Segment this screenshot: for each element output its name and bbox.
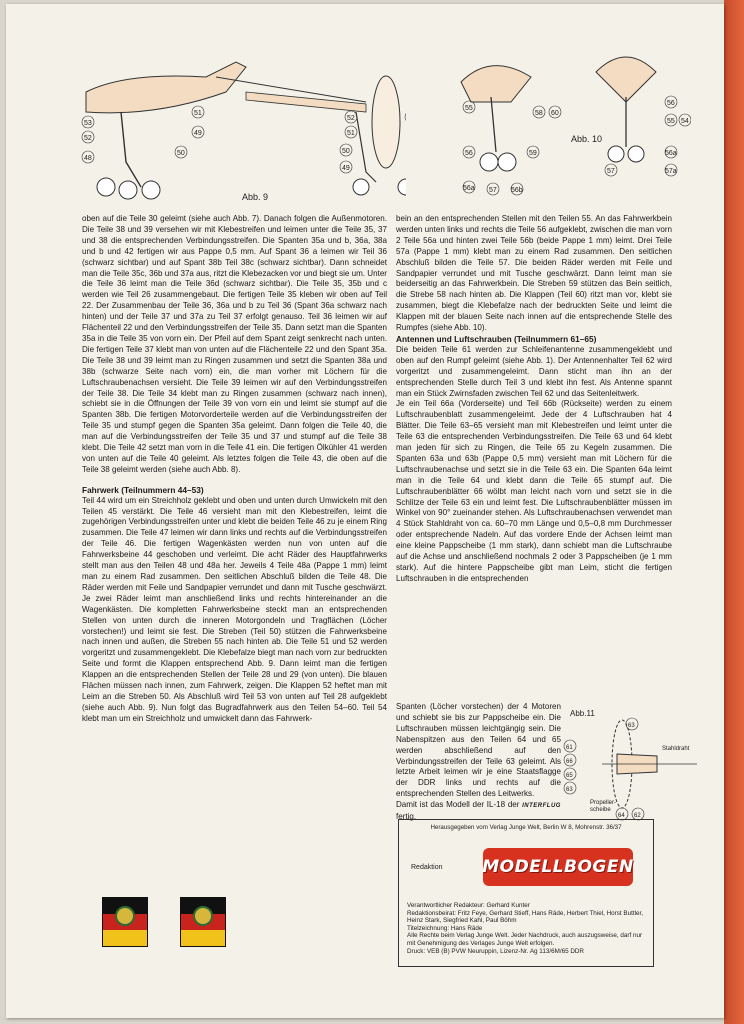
imprint-details <box>407 902 651 955</box>
svg-text:56: 56 <box>667 100 675 107</box>
svg-text:60: 60 <box>551 110 559 117</box>
figure-abb11 <box>562 704 702 824</box>
svg-text:63: 63 <box>566 787 573 793</box>
imprint-line: Druck: VEB (B) PVW Neuruppin, Lizenz-Nr. Ag 113/6M/65 DDR <box>407 947 584 955</box>
right-text-tail <box>396 702 561 823</box>
svg-text:62: 62 <box>634 813 641 819</box>
svg-text:51: 51 <box>347 130 355 137</box>
svg-text:58: 58 <box>535 110 543 117</box>
left-text-column <box>82 214 387 725</box>
abb10-caption: Abb. 10 <box>571 134 603 144</box>
svg-text:63: 63 <box>628 723 635 729</box>
logo-text: MODELLBOGEN <box>482 857 634 877</box>
abb9-caption: Abb. 9 <box>242 192 269 202</box>
svg-text:50: 50 <box>342 148 350 155</box>
svg-text:56a: 56a <box>665 150 677 157</box>
right-paragraph-4: Spanten (Löcher vorstechen) der 4 Motoren und schiebt sie bis zur Pappscheibe ein. Die Luftschrauben müssen leichtgängig sein. Die Nabenspitzen aus den Teilen 64 und 65 werden abschließend auf den Verbindungsstreifen der Teile 63 geleimt. Als letzte Arbeit leimen wir je eine Staatsflagge der DDR links und rechts auf die entsprechenden Stellen des Leitwerks. <box>396 702 561 799</box>
svg-text:55: 55 <box>667 118 675 125</box>
svg-text:51: 51 <box>194 110 202 117</box>
right-paragraph-2: Die beiden Teile 61 werden zur Schleifenantenne zusammengeklebt und oben auf den Rumpf geleimt (siehe Abb. 1). Der Antennenhalter Teil 62 wird vorgeritzt und zusammengeleimt. Dann sticht man ihn an der entsprechenden Stelle durch Teil 3 und klebt ihn fest. Als Antenne spannt man ein Stück Zwirnsfaden zwischen Teil 62 und das Seitenleitwerk. <box>396 344 672 398</box>
section-heading-antennen: Antennen und Luftschrauben (Teilnummern 61–65) <box>396 333 597 344</box>
svg-text:56: 56 <box>465 150 473 157</box>
svg-text:Stahldraht: Stahldraht <box>662 746 690 752</box>
state-emblem-icon <box>193 906 213 926</box>
gdr-flag-right <box>180 897 226 947</box>
left-paragraph-1: oben auf die Teile 30 geleimt (siehe auch Abb. 7). Danach folgen die Außenmotoren. Die Teile 38 und 39 versehen wir mit Klebestreifen und leimen unter die Teile 35, 37 und 38 die entsprechenden Verbindungsstreifen. Die Spanten 35a und b, 36a, 38a und b und 42 fertigen wir aus Pappe 0,5 mm. Auf Spant 36 a leimen wir Teil 36 (schwarz sichtbar) und auf Spant 38b Teil 38c (schwarz sichtbar). Dann schneidet man die Teile 35c, 36b und 37a aus, ritzt die Klebezacken vor und biegt sie um. Unter die Teile 36 leimt man die Teile 36d (schwarz sichtbar). Die Teile 35, 35b und c werden wie Teil 26 zusammengebaut. Die fertigen Teile 35 kleben wir oben auf Teil 22. Der Zusammenbau der Teile 36, 36a und b zu Teil 36 (Spant 36a schwarz nach hinten) und der Teile 37 und 37a zu Teil 37 erfolgt genauso. Teil 36 leimen wir auf Flächenteil 22 und den Verbindungsstreifen der Teile 35. Dann setzt man die Spanten 35a in die Teile 35 von vorn ein. Der Pfeil auf dem Spant zeigt senkrecht nach unten. Die fertigen Teile 37 klebt man von unten auf die Flächenteile 22 und den Spant 35a. Die Teile 38 und 39 leimt man zu Ringen zusammen und setzt die Spanten 38a und 38b (schwarze Seite nach vorn) ein, die man vorher mit Löchern für die Luftschraubenachsen versieht. Die Teile 39 leimen wir auf den Verbindungsstreifen der Teile 38. Die Teile 34 klebt man zu Ringen zusammen (schwarz nach innen), schiebt sie in die Öffnungen der Teile 39 von vorn ein und leimt sie stumpf auf die Spanten 38b. Die fertigen Motorvorderteile werden auf die Verbindungsstreifen der Teile 35 und stumpf gegen die Spanten 35a geleimt. Dann folgen die Teile 40, die man auf die Verbindungsstreifen der Teile 35 und 37 und stumpf auf die Teile 38 klebt. Die Teile 42 setzt man vorn in die Teile 41 ein. Die fertigen Ölkühler 41 werden von unten auf die Teile 40 geleimt. Als letztes folgen die Teile 43, die oben auf die Teile 38 geleimt werden (siehe auch Abb. 8). <box>82 214 387 474</box>
svg-text:59: 59 <box>529 150 537 157</box>
abb11-caption: Abb.11 <box>570 709 595 718</box>
imprint-line: Alle Rechte beim Verlag Junge Welt. Jeder Nachdruck, auch auszugsweise, darf nur mit Genehmigung des Verlages Junge Welt erfolgen. <box>407 932 643 947</box>
publisher-line: Herausgegeben vom Verlag Junge Welt, Berlin W 8, Mohrenstr. 36/37 <box>430 824 622 831</box>
svg-text:66: 66 <box>566 759 573 765</box>
imprint-line: Verantwortlicher Redakteur: Gerhard Kunter <box>407 902 530 909</box>
svg-text:57a: 57a <box>665 168 677 175</box>
label-53: 53 <box>84 120 92 127</box>
section-heading-fahrwerk: Fahrwerk (Teilnummern 44–53) <box>82 484 204 495</box>
svg-text:65: 65 <box>566 773 573 779</box>
state-emblem-icon <box>115 906 135 926</box>
modellbogen-logo <box>483 848 633 886</box>
figure-abb10 <box>451 42 691 202</box>
page-sheet <box>6 4 724 1018</box>
svg-text:52: 52 <box>84 135 92 142</box>
left-paragraph-2: Teil 44 wird um ein Streichholz geklebt und oben und unten durch Umwickeln mit den Teilen 45 verstärkt. Die Teile 46 versieht man mit den Klebestreifen, leimt die zugehörigen Verbindungsstreifen unter und klebt die beiden Teile 46 zu je einem Ring zusammen. Die Teile 47 leimen wir dann links und rechts auf die Verbindungsstreifen der Teile 46. Die fertigen Wagenkästen werden nun von unten auf die Fahrwerksbeine 44 geschoben und verleimt. Die acht Räder des Hauptfahrwerks stellt man aus den Teilen 48 und 48a her. Jeweils 4 Teile 48a (Pappe 1 mm) leimt man zu einem Rad zusammen. Den seitlichen Abschluß bilden die Teile 48. Die Räder werden mit Feile und Sandpapier verrundet und dann mit Tusche geschwärzt. Je zwei Räder leimt man anschließend links und rechts hintereinander an die Wagenkästen. Die kompletten Fahrwerksbeine steckt man an entsprechenden Stellen von unten durch die inneren Motorgondeln und Tragflächen (Löcher vorstechen!) und leimt sie fest. Die Streben (Teil 50) stützen die Fahrwerksbeine nach innen und außen, die Streben 55 nach hinten ab. Die Teile 51 und 52 werden vorgeritzt und zusammengeklebt. Die Klebefalze biegt man nach vorn zur bedruckten Seite und formt die Klappen entsprechend Abb. 9. Dann leimt man die fertigen Klappen an die entsprechenden Stellen der Teile 28 und 29 (von unten). Die blauen Flächen müssen nach innen, zum Fahrwerk, zeigen. Die Klappen 52 heftet man mit Leim an die Streben 50. Als Abschluß wird Teil 53 von unten auf Teil 28 aufgeklebt (siehe auch Abb. 9). Nun folgt das Bugradfahrwerk aus den Teilen 54–60. Teil 54 klebt man um ein Streichholz und umwickelt dann das Fahrwerk- <box>82 495 387 723</box>
svg-text:49: 49 <box>194 130 202 137</box>
svg-text:55: 55 <box>465 105 473 112</box>
right-paragraph-1: bein an den entsprechenden Stellen mit den Teilen 55. An das Fahrwerkbein werden unten links und rechts die Teile 56 aufgeklebt, zwischen die man vorn 2 Teile 56a und hinten zwei Teile 56b (beide Pappe 1 mm) leimt. Drei Teile 57a (Pappe 1 mm) klebt man zu einem Rad zusammen. Den seitlichen Abschluß bilden die Teile 57. Die beiden Räder werden mit Feile und Sandpapier verrundet und mit Tusche geschwärzt. Dann leimt man sie beiderseitig an das Fahrwerkbein. Die Streben 59 stützen das Bein seitlich, die Strebe 58 nach hinten ab. Die Klappen (Teil 60) ritzt man vor, klebt sie zusammen, biegt die Klebefalze nach der bedruckten Seite und leimt die Klappen mit der blauen Seite nach innen auf die entsprechende Stelle des Rumpfes (siehe Abb. 10). <box>396 214 672 333</box>
svg-text:56a: 56a <box>463 185 475 192</box>
svg-text:52: 52 <box>347 115 355 122</box>
svg-text:scheibe: scheibe <box>590 807 611 813</box>
right-text-column <box>396 214 672 585</box>
gdr-flag-left <box>102 897 148 947</box>
svg-text:Propeller-: Propeller- <box>590 800 617 806</box>
svg-text:57: 57 <box>489 187 497 194</box>
svg-text:56b: 56b <box>511 187 523 194</box>
svg-text:48: 48 <box>84 155 92 162</box>
right-paragraph-3: Je ein Teil 66a (Vorderseite) und Teil 66b (Rückseite) werden zu einem Luftschraubenblatt zusammengeleimt. Jede der 4 Luftschrauben hat 4 Blätter. Die Teile 63–65 versieht man mit Klebestreifen und leimt unter die Teile 63 die entsprechenden Verbindungsstreifen. Die Teile 63 und 64 klebt man jeden für sich zu Ringen, die Teile 65 zu Kegeln zusammen. Die Spanten 63a und 63b (Pappe 0,5 mm) versieht man mit Löchern für die Luftschraubenachse und setzt sie in die Teile 63 ein. Die Spanten 64a leimt man in die Teile 64 und klebt dann die Teile 65 stumpf auf. Die Luftschraubenblätter 66 wölbt man leicht nach vorn und setzt sie in die Schlitze der Teile 63 ein und leimt fest. Die Luftschraubenblätter müssen im Winkel von 90° zueinander stehen. Als Luftschraubenachsen verwendet man 4 Stück Stahldraht von ca. 60–70 mm Länge und 0,5–0,8 mm Durchmesser oder entsprechende Nadeln. Auf das vordere Ende der Achsen leimt man eine kleine Pappscheibe (1 mm stark), dann schiebt man die Luftschraube auf die Achse und anschließend nochmals 2 oder 3 Pappscheiben (je 1 mm stark). Auf die hintere Pappscheibe gibt man Leim, sticht die fertigen Luftschrauben in die entsprechenden <box>396 399 672 583</box>
imprint-line: Redaktionsbeirat: Fritz Feye, Gerhard Stieff, Hans Räde, Herbert Thiel, Horst Buttler, Heinz Stark, Siegfried Kahl, Paul Böhm <box>407 909 644 925</box>
imprint-box <box>398 819 654 967</box>
page-edge-strip <box>724 0 744 1024</box>
svg-text:49: 49 <box>342 165 350 172</box>
figure-abb9 <box>66 22 406 212</box>
svg-text:57: 57 <box>607 168 615 175</box>
redaktion-label: Redaktion <box>411 864 443 871</box>
interflug-logo: INTERFLUG <box>522 803 561 810</box>
svg-text:54: 54 <box>681 118 689 125</box>
svg-text:61: 61 <box>566 745 573 751</box>
closing-line: Damit ist das Modell der IL-18 der <box>396 800 520 810</box>
closing-line-end: fertig. <box>396 812 417 822</box>
imprint-line: Titelzeichnung: Hans Räde <box>407 924 483 932</box>
svg-text:64: 64 <box>618 813 625 819</box>
svg-text:50: 50 <box>177 150 185 157</box>
